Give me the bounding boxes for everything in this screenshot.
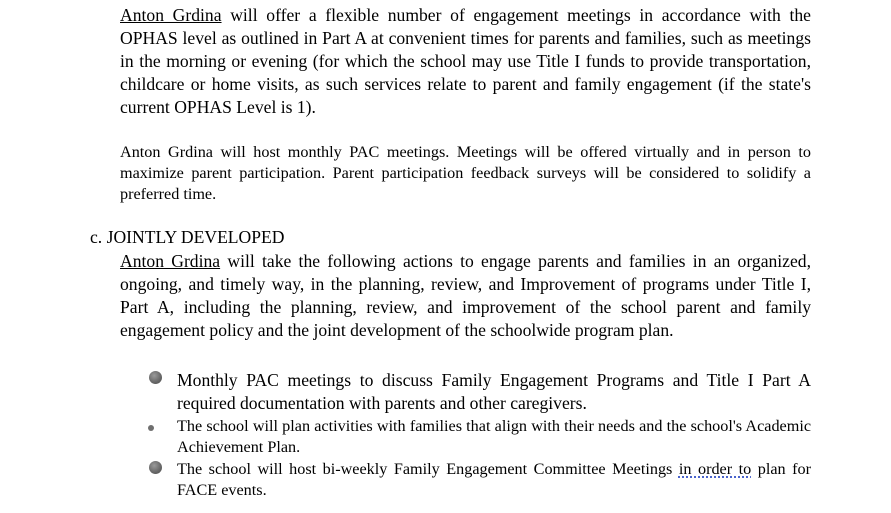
bullet-icon xyxy=(149,461,162,474)
section-heading-jointly-developed: c. JOINTLY DEVELOPED xyxy=(90,227,285,247)
paragraph-jointly-developed xyxy=(120,250,811,342)
list-item xyxy=(177,459,811,501)
school-name-link: Anton Grdina xyxy=(120,251,221,271)
school-name-link: Anton Grdina xyxy=(120,5,222,25)
bullet-icon xyxy=(148,425,154,431)
list-item: The school will plan activities with families that align with their needs and the school's Academic Achievement Plan. xyxy=(177,417,811,456)
paragraph-engagement-meetings xyxy=(120,4,811,119)
paragraph-jointly-developed-text: will take the following actions to engage parents and families in an organized, ongoing, and timely way, in the planning, review, and Improvement of programs under Title I, Part A, including the planning, review, and improvement of the school parent and family engagement policy and the joint development of the schoolwide program plan. xyxy=(120,251,811,340)
paragraph-pac-meetings: Anton Grdina will host monthly PAC meetings. Meetings will be offered virtually and in person to maximize parent participation. Parent participation feedback surveys will be considered to solidify a preferred time. xyxy=(120,143,811,203)
paragraph-engagement-meetings-text: will offer a flexible number of engagement meetings in accordance with the OPHAS level as outlined in Part A at convenient times for parents and families, such as meetings in the morning or evening (for which the school may use Title I funds to provide transportation, childcare or home visits, as such services relate to parent and family engagement (if the state's current OPHAS Level is 1). xyxy=(120,5,811,117)
list-item-text: The school will host bi-weekly Family Engagement Committee Meetings xyxy=(177,460,679,478)
bullet-icon xyxy=(149,371,162,384)
list-item-text: plan for FACE events. xyxy=(177,460,811,499)
grammar-suggestion-mark[interactable]: in order to xyxy=(678,460,752,478)
list-item: Monthly PAC meetings to discuss Family Engagement Programs and Title I Part A required documentation with parents and other caregivers. xyxy=(177,370,811,413)
